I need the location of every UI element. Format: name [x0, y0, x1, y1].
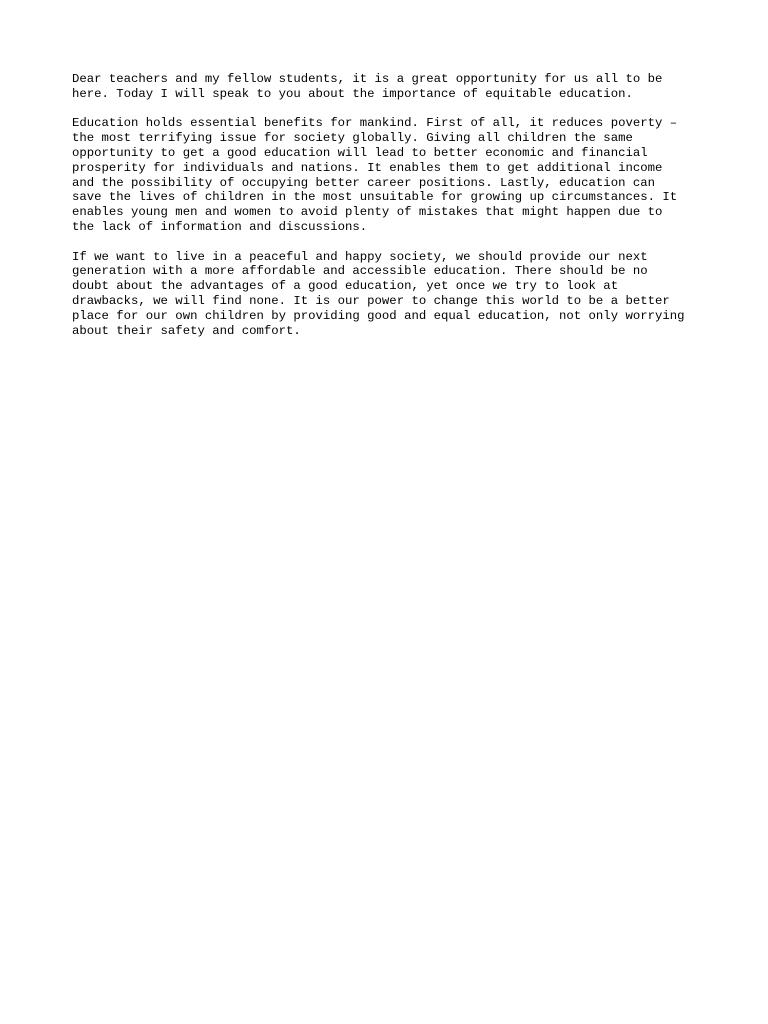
document-body [72, 72, 702, 353]
paragraph-conclusion: If we want to live in a peaceful and happy society, we should provide our next generation with a more affordable and accessible education. There should be no doubt about the advantages of a good education, yet once we try to look at drawbacks, we will find none. It is our power to change this world to be a better place for our own children by providing good and equal education, not only worrying about their safety and comfort. [72, 249, 685, 338]
paragraph-greeting: Dear teachers and my fellow students, it is a great opportunity for us all to be here. Today I will speak to you about the importance of equitable education. [72, 72, 663, 101]
paragraph-benefits: Education holds essential benefits for mankind. First of all, it reduces poverty – the most terrifying issue for society globally. Giving all children the same opportunity to get a good education will lead to better economic and financial prosperity for individuals and nations. It enables them to get additional income and the possibility of occupying better career positions. Lastly, education can save the lives of children in the most unsuitable for growing up circumstances. It enables young men and women to avoid plenty of mistakes that might happen due to the lack of information and discussions. [72, 116, 678, 234]
